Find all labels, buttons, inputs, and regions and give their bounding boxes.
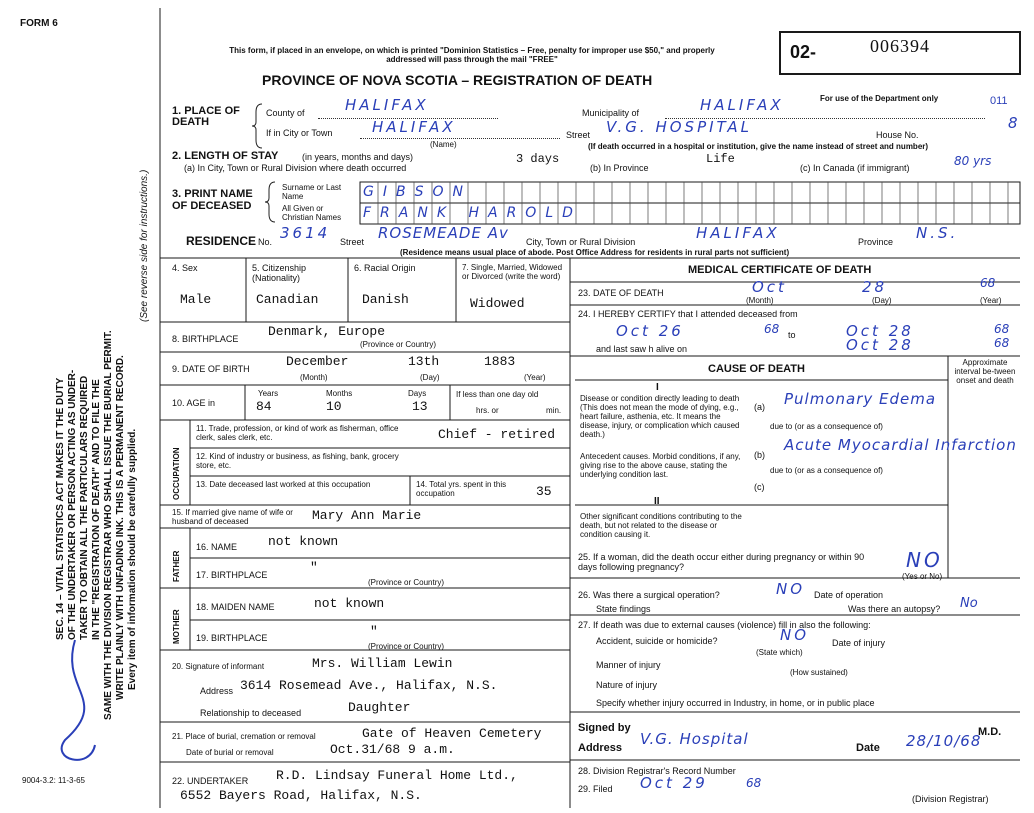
age-months-label: Months bbox=[326, 389, 353, 398]
form-title: PROVINCE OF NOVA SCOTIA – REGISTRATION OF DEATH bbox=[262, 72, 653, 88]
residence-note: (Residence means usual place of abode. Post Office Address for residents in rural parts not sufficient) bbox=[400, 248, 790, 257]
age-days: 13 bbox=[412, 399, 428, 414]
autopsy-label: Was there an autopsy? bbox=[848, 604, 941, 614]
city-label: If in City or Town bbox=[266, 128, 333, 138]
house-label: House No. bbox=[876, 130, 919, 140]
informant-address-label: Address bbox=[200, 686, 234, 696]
intro-text: This form, if placed in an envelope, on which is printed "Dominion Statistics – Free, penalty for improper use $50," and properly addressed will pass through the mail "FREE" bbox=[229, 46, 715, 64]
hospital-note: (If death occurred in a hospital or institution, give the name instead of street and number) bbox=[588, 142, 929, 151]
residence-label: RESIDENCE bbox=[186, 234, 257, 248]
age-label: 10. AGE in bbox=[172, 398, 216, 408]
spouse-label: 15. If married give name of wife or husband of deceased bbox=[172, 508, 293, 526]
form-code: 9004-3.2: 11-3-65 bbox=[22, 776, 86, 785]
residence-street: ROSEMEADE Av bbox=[378, 224, 509, 242]
county-label: County of bbox=[266, 108, 305, 118]
relationship-value: Daughter bbox=[348, 700, 411, 715]
residence-no-label: No. bbox=[258, 237, 273, 247]
marital-value: Widowed bbox=[470, 296, 525, 311]
informant-value: Mrs. William Lewin bbox=[312, 656, 453, 671]
dob-day-sub: (Day) bbox=[420, 373, 440, 382]
side-text-3: TAKER TO OBTAIN ALL THE PARTICULARS REQUIRED bbox=[79, 375, 90, 640]
dob-year-sub: (Year) bbox=[524, 373, 546, 382]
registrar-label: (Division Registrar) bbox=[912, 794, 989, 804]
burial-date: Oct.31/68 9 a.m. bbox=[330, 742, 455, 757]
mother-bp-label: 19. BIRTHPLACE bbox=[196, 633, 268, 643]
q27-label: 27. If death was due to external causes (violence) fill in also the following: bbox=[578, 620, 871, 630]
q25-label: 25. If a woman, did the death occur either during pregnancy or within 90 days following pregnancy? bbox=[578, 552, 865, 572]
operation-date-label: Date of operation bbox=[814, 590, 884, 600]
stay-c-label: (c) In Canada (if immigrant) bbox=[800, 163, 910, 173]
place-label: 1. PLACE OF DEATH bbox=[172, 105, 240, 128]
q11-label: 11. Trade, profession, or kind of work as fisherman, office clerk, sales clerk, etc. bbox=[196, 424, 399, 442]
injury-date-label: Date of injury bbox=[832, 638, 886, 648]
q12-label: 12. Kind of industry or business, as fishing, bank, grocery store, etc. bbox=[196, 452, 399, 470]
father-name-label: 16. NAME bbox=[196, 542, 238, 552]
side-text-2: OF THE UNDERTAKER OR PERSON ACTING AS UNDER- bbox=[67, 369, 78, 640]
residence-province: N.S. bbox=[916, 224, 959, 242]
father-name: not known bbox=[268, 534, 339, 549]
dob-month-sub: (Month) bbox=[300, 373, 328, 382]
surname-label: Surname or Last Name bbox=[282, 183, 342, 201]
q28-label: 28. Division Registrar's Record Number bbox=[578, 766, 736, 776]
hrs-label: hrs. or bbox=[476, 406, 499, 415]
burial-place: Gate of Heaven Cemetery bbox=[362, 726, 542, 741]
relationship-label: Relationship to deceased bbox=[200, 708, 302, 718]
burial-label: 21. Place of burial, cremation or removal bbox=[172, 732, 316, 741]
cause-a-value: Pulmonary Edema bbox=[784, 390, 937, 408]
medical-heading: MEDICAL CERTIFICATE OF DEATH bbox=[688, 264, 872, 276]
other-conditions-label: Other significant conditions contributing to the death, but not related to the disease or condition causing it. bbox=[580, 512, 742, 539]
side-text-6: WRITE PLAINLY WITH UNFADING INK. THIS IS A PERMANENT RECORD. bbox=[115, 355, 126, 700]
filed-date: Oct 29 bbox=[640, 774, 708, 792]
stay-label: 2. LENGTH OF STAY bbox=[172, 150, 279, 162]
residence-city: HALIFAX bbox=[696, 224, 780, 242]
informant-address: 3614 Rosemead Ave., Halifax, N.S. bbox=[240, 678, 498, 693]
undertaker-address: 6552 Bayers Road, Halifax, N.S. bbox=[180, 788, 422, 803]
q14-value: 35 bbox=[536, 484, 552, 499]
residence-city-label: City, Town or Rural Division bbox=[526, 237, 636, 247]
father-bp-sub: (Province or Country) bbox=[368, 578, 445, 587]
marital-label: 7. Single, Married, Widowed or Divorced (write the word) bbox=[462, 263, 563, 281]
attended-from-year: 68 bbox=[764, 322, 780, 336]
q25-value: NO bbox=[906, 548, 943, 572]
age-months: 10 bbox=[326, 399, 342, 414]
racial-label: 6. Racial Origin bbox=[354, 263, 416, 273]
age-years: 84 bbox=[256, 399, 272, 414]
citizenship-label: 5. Citizenship (Nationality) bbox=[252, 263, 307, 283]
residence-province-label: Province bbox=[858, 237, 894, 247]
street-value: V.G. HOSPITAL bbox=[606, 118, 752, 136]
dob-month: December bbox=[286, 354, 349, 369]
city-name-note: (Name) bbox=[430, 140, 457, 149]
sex-label: 4. Sex bbox=[172, 263, 198, 273]
signed-date: 28/10/68 bbox=[906, 732, 982, 750]
birthplace-label: 8. BIRTHPLACE bbox=[172, 334, 239, 344]
sex-value: Male bbox=[180, 292, 212, 307]
age-years-label: Years bbox=[258, 389, 279, 398]
due-to-b: due to (or as a consequence of) bbox=[770, 466, 883, 475]
father-bp-label: 17. BIRTHPLACE bbox=[196, 570, 268, 580]
municipality-value: HALIFAX bbox=[700, 96, 784, 114]
stay-sub: (in years, months and days) bbox=[302, 152, 414, 162]
q27-value: NO bbox=[780, 626, 810, 644]
age-days-label: Days bbox=[408, 389, 427, 398]
state-which-note: (State which) bbox=[756, 648, 803, 657]
side-text-4: IN THE "REGISTRATION OF DEATH" AND TO FILE THE bbox=[91, 379, 102, 640]
q23-label: 23. DATE OF DEATH bbox=[578, 288, 664, 298]
side-text-8: (See reverse side for instructions.) bbox=[139, 169, 150, 322]
last-saw-label: and last saw h alive on bbox=[596, 344, 688, 354]
q14-label: 14. Total yrs. spent in this occupation bbox=[416, 480, 507, 498]
citizenship-value: Canadian bbox=[256, 292, 319, 307]
form-number: FORM 6 bbox=[20, 18, 58, 29]
signer-address-label: Address bbox=[578, 742, 623, 754]
cause-i-label: I bbox=[656, 382, 659, 393]
attended-from: Oct 26 bbox=[616, 322, 684, 340]
specify-label: Specify whether injury occurred in Industry, in home, or in public place bbox=[596, 698, 875, 708]
name-label: 3. PRINT NAME OF DECEASED bbox=[172, 188, 253, 212]
q29-label: 29. Filed bbox=[578, 784, 613, 794]
given-value: FRANK HAROLD bbox=[363, 205, 582, 221]
death-day: 28 bbox=[862, 278, 888, 296]
death-year-sub: (Year) bbox=[980, 296, 1002, 305]
stay-a-label: (a) In City, Town or Rural Division where death occurred bbox=[184, 163, 407, 173]
street-label: Street bbox=[566, 130, 591, 140]
death-month-sub: (Month) bbox=[746, 296, 774, 305]
stay-b-value: Life bbox=[706, 152, 735, 166]
stay-b-label: (b) In Province bbox=[590, 163, 649, 173]
min-label: min. bbox=[546, 406, 562, 415]
q26-value: NO bbox=[776, 580, 806, 598]
nature-label: Nature of injury bbox=[596, 680, 658, 690]
cause-b-value: Acute Myocardial Infarction bbox=[784, 436, 1017, 454]
burial-date-label: Date of burial or removal bbox=[186, 748, 274, 757]
side-text-5: SAME WITH THE DIVISION REGISTRAR WHO SHALL ISSUE THE BURIAL PERMIT. bbox=[103, 330, 114, 720]
city-value: HALIFAX bbox=[372, 118, 456, 136]
state-findings-label: State findings bbox=[596, 604, 651, 614]
undertaker-name: R.D. Lindsay Funeral Home Ltd., bbox=[276, 768, 518, 783]
stay-c-value: 80 yrs bbox=[954, 154, 992, 168]
dept-use-note: For use of the Department only bbox=[820, 94, 939, 103]
surname-value: GIBSON bbox=[363, 184, 472, 200]
attended-to-year: 68 bbox=[994, 322, 1010, 336]
residence-no: 3614 bbox=[280, 224, 331, 242]
father-bp: " bbox=[310, 560, 318, 575]
cause-heading: CAUSE OF DEATH bbox=[708, 363, 805, 375]
mother-bp-sub: (Province or Country) bbox=[368, 642, 445, 651]
how-sustained-note: (How sustained) bbox=[790, 668, 848, 677]
dob-year: 1883 bbox=[484, 354, 516, 369]
q13-label: 13. Date deceased last worked at this occupation bbox=[196, 480, 371, 489]
given-label: All Given or Christian Names bbox=[282, 204, 342, 222]
due-to-a: due to (or as a consequence of) bbox=[770, 422, 883, 431]
cause-b-marker: (b) bbox=[754, 450, 765, 460]
q11-value: Chief - retired bbox=[438, 427, 556, 442]
accident-label: Accident, suicide or homicide? bbox=[596, 636, 718, 646]
under-day-label: If less than one day old bbox=[456, 390, 539, 399]
father-side-label: FATHER bbox=[172, 550, 181, 582]
side-text-7: Every item of information should be carefully supplied. bbox=[127, 428, 138, 690]
house-value: 8 bbox=[1008, 114, 1018, 132]
md-label: M.D. bbox=[978, 726, 1002, 738]
occupation-side-label: OCCUPATION bbox=[172, 447, 181, 500]
informant-label: 20. Signature of informant bbox=[172, 662, 265, 671]
municipality-label: Municipality of bbox=[582, 108, 640, 118]
mother-name-label: 18. MAIDEN NAME bbox=[196, 602, 275, 612]
reg-number: 006394 bbox=[870, 36, 930, 56]
last-saw-year: 68 bbox=[994, 336, 1010, 350]
dob-label: 9. DATE OF BIRTH bbox=[172, 364, 250, 374]
spouse-value: Mary Ann Marie bbox=[312, 508, 422, 523]
autopsy-value: No bbox=[960, 596, 978, 611]
county-value: HALIFAX bbox=[345, 96, 429, 114]
signed-date-label: Date bbox=[856, 742, 880, 754]
cause-c-marker: (c) bbox=[754, 482, 765, 492]
death-month: Oct bbox=[752, 278, 787, 296]
signed-by-label: Signed by bbox=[578, 722, 631, 734]
reg-prefix: 02- bbox=[790, 42, 817, 62]
cause-ii-label: II bbox=[654, 496, 660, 507]
cause-direct-label: Disease or condition directly leading to death (This does not mean the mode of dying, e.g., heart failure, asthenia, etc. It means the disease, injury, or complication which caused death.) bbox=[580, 394, 740, 439]
interval-heading: Approximate interval be-tween onset and death bbox=[954, 358, 1016, 385]
birthplace-value: Denmark, Europe bbox=[268, 324, 386, 339]
mother-side-label: MOTHER bbox=[172, 609, 181, 644]
yes-no-note: (Yes or No) bbox=[902, 572, 943, 581]
antecedent-label: Antecedent causes. Morbid conditions, if any, giving rise to the above cause, stating the underlying condition last. bbox=[580, 452, 741, 479]
q26-label: 26. Was there a surgical operation? bbox=[578, 590, 720, 600]
filed-year: 68 bbox=[746, 776, 762, 790]
dept-code: 011 bbox=[990, 95, 1008, 107]
birthplace-sub: (Province or Country) bbox=[360, 340, 437, 349]
cause-a-marker: (a) bbox=[754, 402, 765, 412]
q24-label: 24. I HEREBY CERTIFY that I attended deceased from bbox=[578, 309, 798, 319]
mother-bp: " bbox=[370, 624, 378, 639]
last-saw-date: Oct 28 bbox=[846, 336, 914, 354]
dob-day: 13th bbox=[408, 354, 440, 369]
manner-label: Manner of injury bbox=[596, 660, 661, 670]
death-day-sub: (Day) bbox=[872, 296, 892, 305]
death-year: 68 bbox=[980, 276, 996, 290]
signer-address: V.G. Hospital bbox=[640, 730, 749, 748]
stay-a-value: 3 days bbox=[516, 152, 560, 166]
mother-name: not known bbox=[314, 596, 385, 611]
racial-value: Danish bbox=[362, 292, 409, 307]
attended-to-label: to bbox=[788, 330, 796, 340]
side-text-1: SEC. 14 – VITAL STATISTICS ACT MAKES IT THE DUTY bbox=[55, 377, 66, 640]
undertaker-label: 22. UNDERTAKER bbox=[172, 776, 249, 786]
residence-street-label: Street bbox=[340, 237, 365, 247]
attended-to: Oct 28 bbox=[846, 322, 914, 340]
